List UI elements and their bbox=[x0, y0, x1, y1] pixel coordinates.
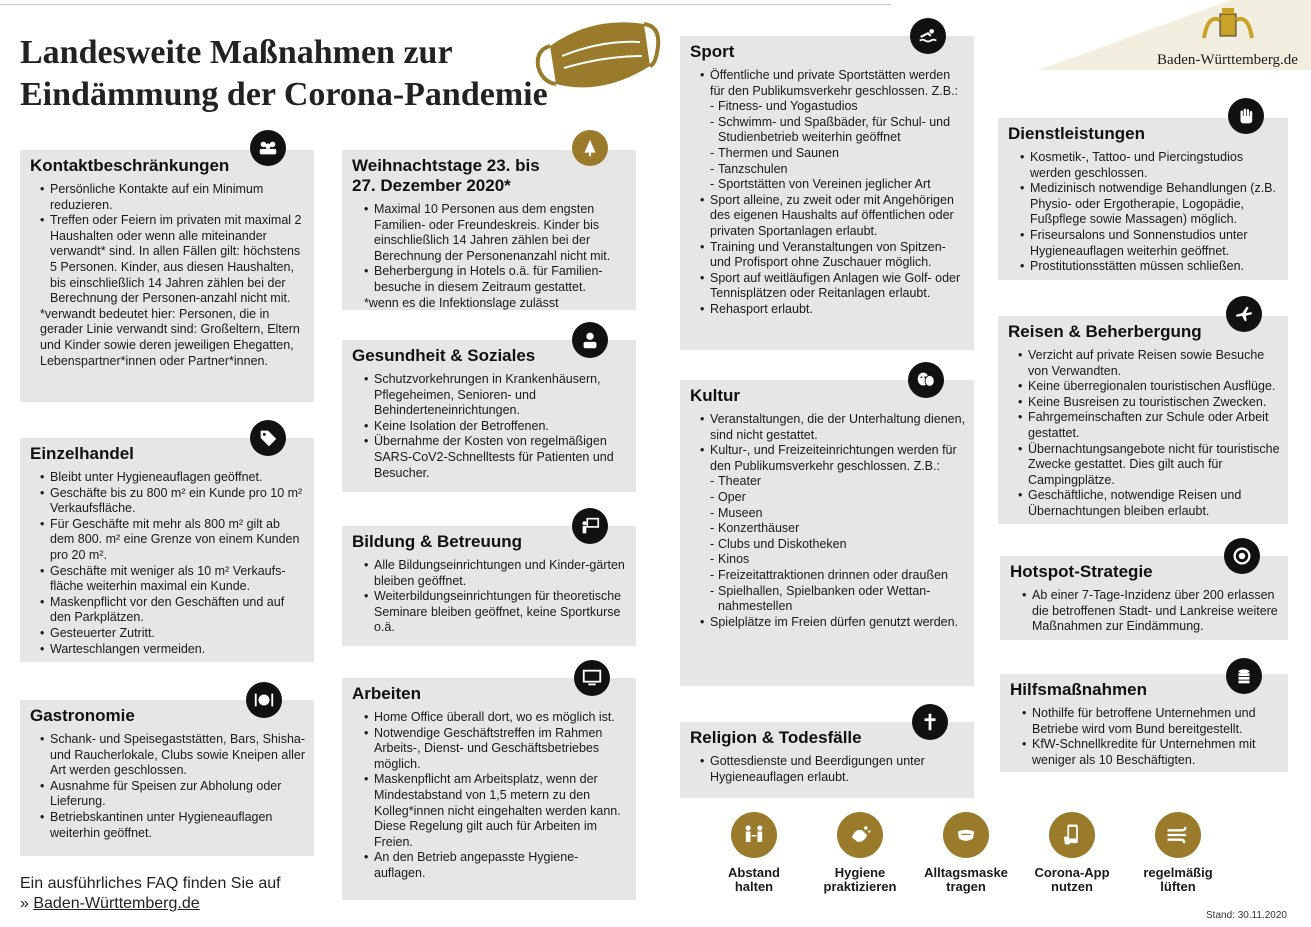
sport-item: • Rehasport erlaubt. bbox=[700, 302, 966, 318]
logo-text: Baden-Württemberg.de bbox=[1157, 52, 1298, 68]
gastronomie-item: • Betriebskantinen unter Hygieneauflagen weiterhin geöffnet. bbox=[40, 810, 306, 841]
reisen-item: • Fahrgemeinschaften zur Schule oder Arbeit gestattet. bbox=[1018, 410, 1280, 441]
tip-abstand bbox=[704, 812, 804, 894]
tip-label: Corona-App nutzen bbox=[1034, 865, 1110, 894]
arbeiten-item: • Notwendige Geschäftstreffen im Rahmen Arbeits-, Dienst- und Geschäftsbetriebes möglich. bbox=[364, 726, 628, 773]
kultur-item: • Spielplätze im Freien dürfen genutzt werden. bbox=[700, 615, 966, 631]
mask-icon bbox=[943, 812, 989, 858]
gastronomie-item: • Ausnahme für Speisen zur Abholung oder Lieferung. bbox=[40, 779, 306, 810]
sport-subitem: - Sportstätten von Vereinen jeglicher Art bbox=[700, 177, 966, 193]
airflow-icon bbox=[1155, 812, 1201, 858]
arbeiten-heading: Arbeiten bbox=[352, 684, 421, 703]
gesundheit-item: • Schutzvorkehrungen in Krankenhäusern, Pflegeheimen, Senioren- und Behinderteneinrichtungen. bbox=[364, 372, 628, 419]
tip-label: Abstand halten bbox=[728, 865, 780, 894]
faq-link[interactable]: Baden-Württemberg.de bbox=[33, 895, 200, 912]
faq-link-prefix: » bbox=[20, 895, 34, 912]
weihnachten-heading: Weihnachtstage 23. bis 27. Dezember 2020* bbox=[352, 156, 540, 195]
einzelhandel-item: • Maskenpflicht vor den Geschäften und auf den Parkplätzen. bbox=[40, 595, 306, 626]
einzelhandel-item: • Für Geschäfte mit mehr als 800 m² gilt ab dem 800. m² eine Grenze von einem Kunden pro 20 m². bbox=[40, 517, 306, 564]
reisen-item: • Geschäftliche, notwendige Reisen und Übernachtungen bleiben erlaubt. bbox=[1018, 488, 1280, 519]
tip-label: Alltagsmaske tragen bbox=[924, 865, 1008, 894]
gesundheit-item: • Übernahme der Kosten von regelmäßigen SARS-CoV2-Schnelltests für Patienten und Besucher. bbox=[364, 434, 628, 481]
kultur-subitem: - Oper bbox=[700, 490, 966, 506]
reisen-item: • Verzicht auf private Reisen sowie Besuche von Verwandten. bbox=[1018, 348, 1280, 379]
christmas-tree-icon bbox=[572, 130, 608, 166]
tip-lueften bbox=[1128, 812, 1228, 894]
kultur-subitem: - Freizeitattraktionen drinnen oder draußen bbox=[700, 568, 966, 584]
swimmer-icon bbox=[910, 18, 946, 54]
sport-item: • Sport auf weitläufigen Anlagen wie Golf- oder Tennisplätzen oder Reitanlagen erlaubt. bbox=[700, 271, 966, 302]
tip-alltagsmaske bbox=[916, 812, 1016, 894]
weihnachten-item: • Beherbergung in Hotels o.ä. für Familien-besuche in diesem Zeitraum gestattet. bbox=[364, 264, 628, 295]
coins-icon bbox=[1226, 658, 1262, 694]
section-weihnachtstage bbox=[342, 150, 636, 310]
hilfen-heading: Hilfsmaßnahmen bbox=[1010, 680, 1147, 699]
einzelhandel-item: • Bleibt unter Hygieneauflagen geöffnet. bbox=[40, 470, 306, 486]
kultur-subitem: - Konzerthäuser bbox=[700, 521, 966, 537]
einzelhandel-item: • Warteschlangen vermeiden. bbox=[40, 642, 306, 658]
teacher-board-icon bbox=[572, 508, 608, 544]
section-gesundheit bbox=[342, 340, 636, 492]
kultur-heading: Kultur bbox=[690, 386, 741, 405]
einzelhandel-item: • Geschäfte mit weniger als 10 m² Verkaufs-fläche weiterhin maximal ein Kunde. bbox=[40, 564, 306, 595]
kultur-subitem: - Clubs und Diskotheken bbox=[700, 537, 966, 553]
theater-masks-icon bbox=[908, 362, 944, 398]
section-gastronomie bbox=[20, 700, 314, 856]
sport-subitem: - Tanzschulen bbox=[700, 162, 966, 178]
sport-subitem: - Thermen und Saunen bbox=[700, 146, 966, 162]
hand-washing-icon bbox=[837, 812, 883, 858]
reisen-item: • Keine überregionalen touristischen Ausflüge. bbox=[1018, 379, 1280, 395]
hand-stop-icon bbox=[1228, 98, 1264, 134]
cross-icon bbox=[912, 704, 948, 740]
kontakt-heading: Kontaktbeschränkungen bbox=[30, 156, 230, 175]
bildung-item: • Weiterbildungseinrichtungen für theoretische Seminare bleiben geöffnet, keine Sportkurse o.ä. bbox=[364, 589, 628, 636]
hilfen-item: • KfW-Schnellkredite für Unternehmen mit weniger als 10 Beschäftigten. bbox=[1022, 737, 1280, 768]
reisen-heading: Reisen & Beherbergung bbox=[1008, 322, 1202, 341]
kultur-subitem: - Museen bbox=[700, 506, 966, 522]
kultur-item: • Veranstaltungen, die der Unterhaltung dienen, sind nicht gestattet. bbox=[700, 412, 966, 443]
gesundheit-item: • Keine Isolation der Betroffenen. bbox=[364, 419, 628, 435]
smartphone-icon bbox=[1049, 812, 1095, 858]
section-bildung bbox=[342, 526, 636, 646]
arbeiten-item: • An den Betrieb angepasste Hygiene-auflagen. bbox=[364, 850, 628, 881]
sport-heading: Sport bbox=[690, 42, 735, 61]
tip-corona-app bbox=[1022, 812, 1122, 894]
plate-cutlery-icon bbox=[246, 682, 282, 718]
religion-heading: Religion & Todesfälle bbox=[690, 728, 862, 747]
dienst-item: • Friseursalons und Sonnenstudios unter Hygieneauflagen weiterhin geöffnet. bbox=[1020, 228, 1280, 259]
price-tag-icon bbox=[250, 420, 286, 456]
target-icon bbox=[1224, 538, 1260, 574]
kontakt-note: *verwandt bedeutet hier: Personen, die in gerader Linie verwandt sind: Großeltern, Eltern und Kinder sowie deren jeweiligen Ehegatten, Lebenspartner*innen oder Partner*innen. bbox=[40, 306, 300, 368]
date-stamp: Stand: 30.11.2020 bbox=[1206, 910, 1287, 921]
kultur-item: • Kultur-, und Freizeiteinrichtungen werden für den Publikumsverkehr geschlossen. Z.B.: bbox=[700, 443, 966, 474]
bildung-item: • Alle Bildungseinrichtungen und Kinder-gärten bleiben geöffnet. bbox=[364, 558, 628, 589]
dienst-item: • Prostitutionsstätten müssen schließen. bbox=[1020, 259, 1280, 275]
section-kultur bbox=[680, 380, 974, 686]
arbeiten-item: • Home Office überall dort, wo es möglich ist. bbox=[364, 710, 628, 726]
tip-label: regelmäßig lüften bbox=[1143, 865, 1213, 894]
kultur-subitem: - Theater bbox=[700, 474, 966, 490]
einzelhandel-item: • Gesteuerter Zutritt. bbox=[40, 626, 306, 642]
kontakt-item: • Persönliche Kontakte auf ein Minimum reduzieren. bbox=[40, 182, 306, 213]
title-line-1: Landesweite Maßnahmen zur bbox=[20, 34, 453, 71]
einzelhandel-heading: Einzelhandel bbox=[30, 444, 134, 463]
section-einzelhandel bbox=[20, 438, 314, 662]
kultur-subitem: - Kinos bbox=[700, 552, 966, 568]
dienst-item: • Medizinisch notwendige Behandlungen (z.B. Physio- oder Ergotherapie, Logopädie, Fußpflege sowie Massagen) möglich. bbox=[1020, 181, 1280, 228]
people-group-icon bbox=[250, 130, 286, 166]
kultur-subitem: - Spielhallen, Spielbanken oder Wettan-nahmestellen bbox=[700, 584, 966, 615]
logo[interactable] bbox=[1145, 8, 1310, 72]
distance-icon bbox=[731, 812, 777, 858]
arbeiten-item: • Maskenpflicht am Arbeitsplatz, wenn der Mindestabstand von 1,5 metern zu den Kolleg*innen nicht eingehalten werden kann. Diese Regelung gilt auch für Arbeiten im Freien. bbox=[364, 772, 628, 850]
dienst-heading: Dienstleistungen bbox=[1008, 124, 1145, 143]
religion-item: • Gottesdienste und Beerdigungen unter Hygieneauflagen erlaubt. bbox=[700, 754, 966, 785]
hilfen-item: • Nothilfe für betroffene Unternehmen und Betriebe wird vom Bund bereitgestellt. bbox=[1022, 706, 1280, 737]
sport-item: • Sport alleine, zu zweit oder mit Angehörigen des eigenen Haushalts auf öffentlichen oder privaten Sportanlagen erlaubt. bbox=[700, 193, 966, 240]
bildung-heading: Bildung & Betreuung bbox=[352, 532, 522, 551]
tip-label: Hygiene praktizieren bbox=[823, 865, 897, 894]
sport-item: • Training und Veranstaltungen von Spitzen- und Profisport ohne Zuschauer möglich. bbox=[700, 240, 966, 271]
gesundheit-heading: Gesundheit & Soziales bbox=[352, 346, 536, 365]
reisen-item: • Übernachtungsangebote nicht für touristische Zwecke gestattet. Dies gilt auch für Campingplätze. bbox=[1018, 442, 1280, 489]
sport-subitem: - Fitness- und Yogastudios bbox=[700, 99, 966, 115]
section-sport bbox=[680, 36, 974, 350]
einzelhandel-item: • Geschäfte bis zu 800 m² ein Kunde pro 10 m² Verkaufsfläche. bbox=[40, 486, 306, 517]
section-dienstleistungen bbox=[998, 118, 1288, 280]
computer-monitor-icon bbox=[574, 660, 610, 696]
weihnachten-note: *wenn es die Infektionslage zulässt bbox=[364, 295, 559, 310]
nurse-icon bbox=[572, 322, 608, 358]
hotspot-heading: Hotspot-Strategie bbox=[1010, 562, 1153, 581]
sport-item: • Öffentliche und private Sportstätten werden für den Publikumsverkehr geschlossen. Z.B.: bbox=[700, 68, 966, 99]
gastronomie-item: • Schank- und Speisegaststätten, Bars, Shisha- und Raucherlokale, Clubs sowie Kneipen aller Art werden geschlossen. bbox=[40, 732, 306, 779]
dienst-item: • Kosmetik-, Tattoo- und Piercingstudios werden geschlossen. bbox=[1020, 150, 1280, 181]
page-title bbox=[20, 32, 580, 116]
hotspot-item: • Ab einer 7-Tage-Inzidenz über 200 erlassen die betroffenen Stadt- und Lankreise weitere Maßnahmen zur Eindämmung. bbox=[1022, 588, 1280, 635]
reisen-item: • Keine Busreisen zu touristischen Zwecken. bbox=[1018, 395, 1280, 411]
kontakt-item: • Treffen oder Feiern im privaten mit maximal 2 Haushalten oder wenn alle miteinander verwandt* sind. In allen Fällen gilt: höchstens 5 Personen. Kinder, aus diesen Haushalten, bis einschließlich 14 Jahren zählen bei der Berechnung der Personen-anzahl nicht mit. bbox=[40, 213, 306, 307]
face-mask-icon bbox=[532, 6, 662, 98]
sport-subitem: - Schwimm- und Spaßbäder, für Schul- und Studienbetrieb weiterhin geöffnet bbox=[700, 115, 966, 146]
weihnachten-item: • Maximal 10 Personen aus dem engsten Familien- oder Freundeskreis. Kinder bis einschließlich 14 Jahren zählen bei der Berechnung der Personenanzahl nicht mit. bbox=[364, 202, 628, 264]
section-arbeiten bbox=[342, 678, 636, 900]
tip-hygiene bbox=[810, 812, 910, 894]
section-kontaktbeschraenkungen bbox=[20, 150, 314, 402]
faq-text: Ein ausführliches FAQ finden Sie auf bbox=[20, 875, 281, 892]
faq-link-line bbox=[20, 894, 281, 914]
section-reisen bbox=[998, 316, 1288, 524]
airplane-icon bbox=[1226, 296, 1262, 332]
coat-of-arms-icon bbox=[1198, 8, 1258, 48]
faq-note bbox=[20, 874, 281, 914]
gastronomie-heading: Gastronomie bbox=[30, 706, 135, 725]
title-line-2: Eindämmung der Corona-Pandemie bbox=[20, 76, 548, 113]
